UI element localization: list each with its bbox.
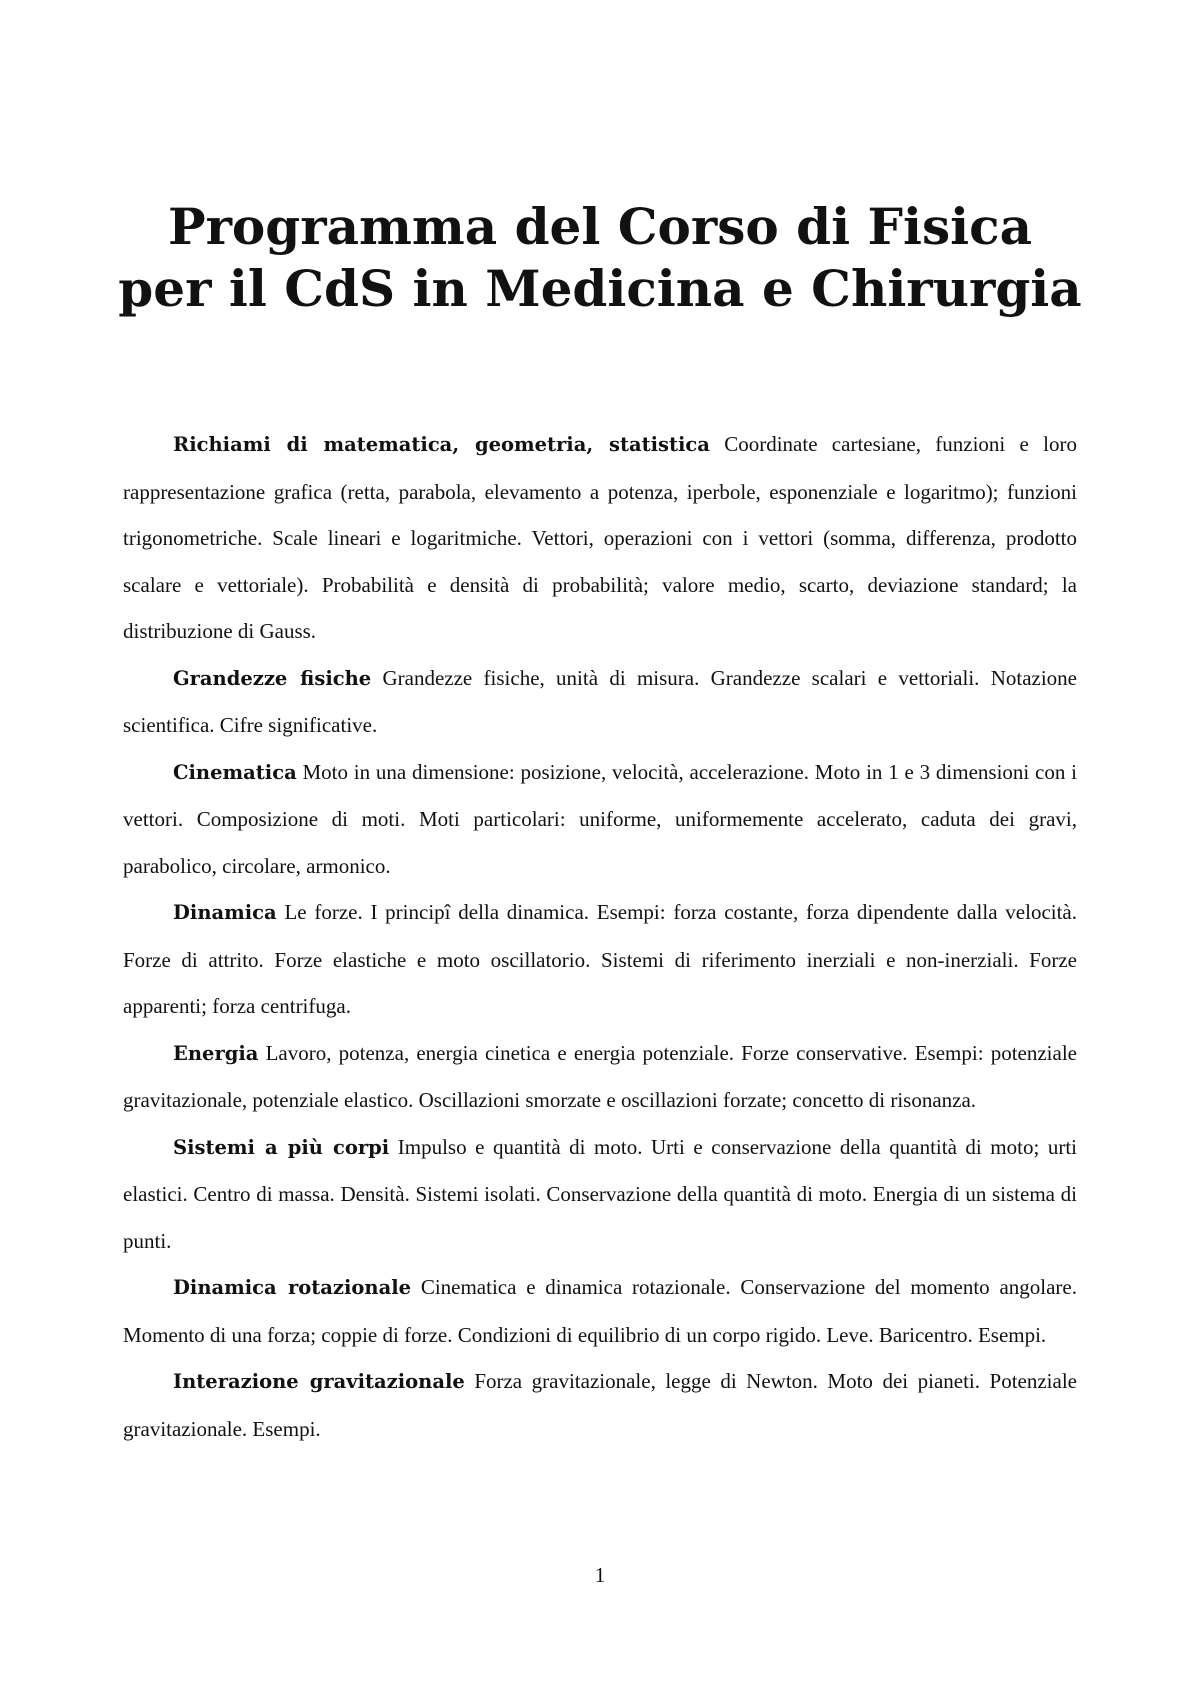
section-paragraph [123,889,1077,1030]
section-text: Cinematica e dinamica rotazionale. Conservazione del momento angolare. Momento di una forza; coppie di forze. Condizioni di equilibrio di un corpo rigido. Leve. Baricentro. Esempi. [123,1275,1077,1347]
section-paragraph [123,1264,1077,1358]
section-heading: Dinamica rotazionale [173,1276,412,1299]
section-heading: Richiami di matematica, geometria, statistica [173,433,710,456]
title-line-2: per il CdS in Medicina e Chirurgia [118,259,1082,318]
section-text: Moto in una dimensione: posizione, velocità, accelerazione. Moto in 1 e 3 dimensioni con i vettori. Composizione di moti. Moti particolari: uniforme, uniformemente accelerato, caduta dei gravi, parabolico, circolare, armonico. [123,759,1078,878]
section-heading: Cinematica [173,760,297,784]
section-paragraph [123,421,1077,655]
section-text: Lavoro, potenza, energia cinetica e energia potenziale. Forze conservative. Esempi: potenziale gravitazionale, potenziale elastico. Oscillazioni smorzate e oscillazioni forzate; concetto di risonanza. [123,1040,1077,1112]
section-heading: Grandezze fisiche [173,666,372,690]
section-paragraph [123,1124,1077,1265]
section-heading: Interazione gravitazionale [173,1370,465,1393]
document-title [0,196,1200,320]
section-text: Forza gravitazionale, legge di Newton. Moto dei pianeti. Potenziale gravitazionale. Esempi. [123,1369,1077,1441]
section-heading: Sistemi a più corpi [173,1135,390,1159]
section-heading: Dinamica [173,901,277,924]
section-text: Coordinate cartesiane, funzioni e loro rappresentazione grafica (retta, parabola, elevamento a potenza, iperbole, esponenziale e logaritmo); funzioni trigonometriche. Scale lineari e logaritmiche. Vettori, operazioni con i vettori (somma, differenza, prodotto scalare e vettoriale). Probabilità e densità di probabilità; valore medio, scarto, deviazione standard; la distribuzione di Gauss. [123,432,1077,643]
syllabus-body [123,421,1077,1452]
page-number: 1 [594,1563,606,1587]
section-paragraph [123,1358,1077,1452]
section-paragraph [123,749,1077,890]
section-paragraph [123,655,1077,749]
title-line-1: Programma del Corso di Fisica [167,197,1032,256]
section-paragraph [123,1030,1077,1124]
section-text: Grandezze fisiche, unità di misura. Grandezze scalari e vettoriali. Notazione scientifica. Cifre significative. [123,665,1078,737]
section-text: Le forze. I principî della dinamica. Esempi: forza costante, forza dipendente dalla velocità. Forze di attrito. Forze elastiche e moto oscillatorio. Sistemi di riferimento inerziali e non-inerziali. Forze apparenti; forza centrifuga. [123,900,1078,1018]
section-heading: Energia [173,1041,259,1065]
section-text: Impulso e quantità di moto. Urti e conservazione della quantità di moto; urti elastici. Centro di massa. Densità. Sistemi isolati. Conservazione della quantità di moto. Energia di un sistema di punti. [123,1134,1078,1253]
